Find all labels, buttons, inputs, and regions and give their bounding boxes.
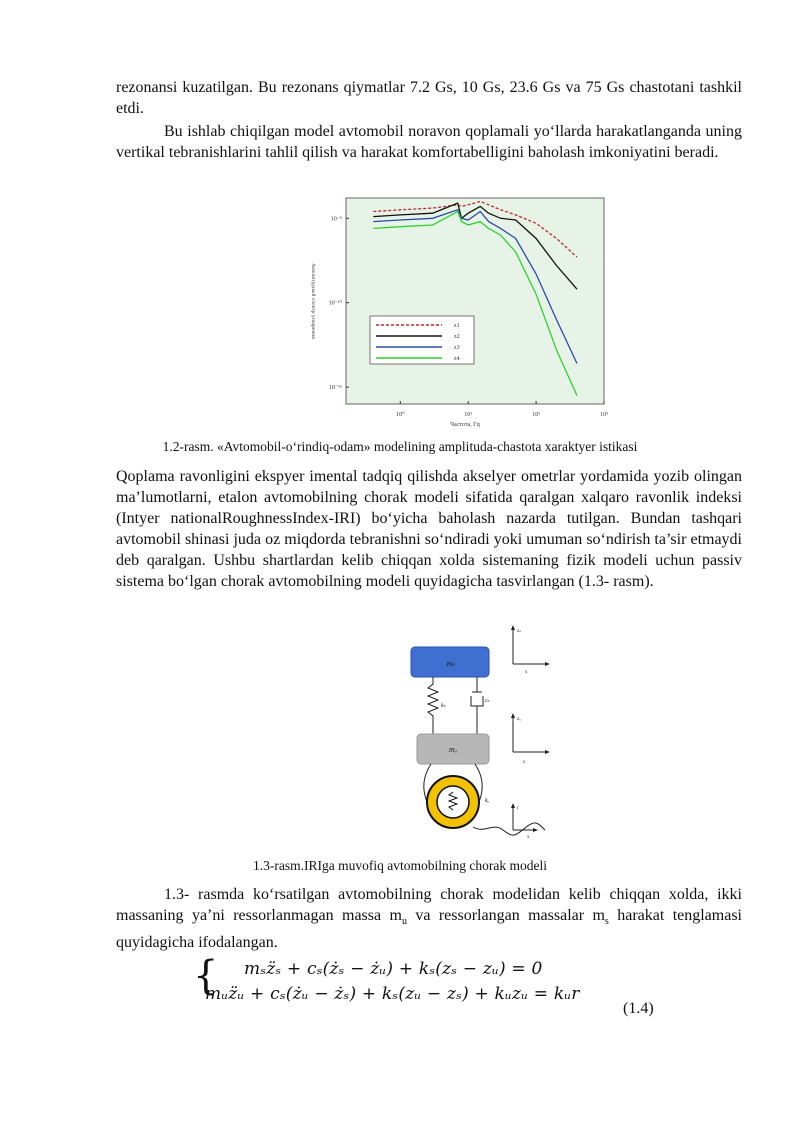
figure-1-3-caption: 1.3-rasm.IRIga muvofiq avtomobilning chorak modeli	[253, 858, 547, 873]
axis-zs-label: zₛ	[517, 629, 521, 634]
equation-line-2: mᵤz̈ᵤ + cₛ(żᵤ − żₛ) + kₛ(zᵤ − zₛ) + kᵤzᵤ = kᵤr	[205, 984, 580, 1004]
y-tick-label: 10⁻⁵	[330, 216, 342, 223]
paragraph-4-text-b: va ressorlangan massalar m	[406, 907, 605, 924]
x-tick-label: 10¹	[464, 412, 473, 418]
x-tick-label: 10²	[532, 412, 541, 418]
frequency-response-chart	[300, 192, 610, 428]
axis-x3-label: x	[527, 835, 530, 840]
subscript-u: u	[401, 916, 407, 928]
legend-label-z1: z1	[454, 323, 460, 329]
equation-line-1: mₛz̈ₛ + cₛ(żₛ − żᵤ) + kₛ(zₛ − zᵤ) = 0	[244, 959, 543, 979]
figure-1-3	[395, 622, 570, 842]
y-tick-label: 10⁻¹⁵	[328, 385, 342, 392]
y-axis-label: Амплитудный спектр ускорения	[310, 263, 316, 339]
axis-x1-label: x	[525, 670, 528, 675]
paragraph-1: rezonansi kuzatilgan. Bu rezonans qiymatlar 7.2 Gs, 10 Gs, 23.6 Gs va 75 Gs chastotani tashkil etdi.	[116, 79, 742, 117]
plot-area	[346, 198, 604, 404]
legend-label-z2: z2	[454, 334, 460, 340]
y-tick-label: 10⁻¹⁰	[328, 300, 342, 307]
paragraph-3: Qoplama ravonligini ekspyer imental tadqiq qilishda akselyer ometrlar yordamida yozib olingan ma’lumotlarni, etalon avtomobilning chorak modeli sifatida qaralgan xalqaro ravonlik indeksi (Intyer nationalRoughnessIndex-IRI) bo‘yicha baholash nazarda tutilgan. Bundan tashqari avtomobil shinasi juda oz miqdorda tebranishni so‘ndiradi yoki umuman so‘ndirish ta’sir etmaydi deb qaralgan. Ushbu shartlardan kelib chiqqan xolda sistemaning fizik modeli uchun passiv sistema bo‘lgan chorak avtomobilning modeli quyidagicha tasvirlangan (1.3- rasm).	[116, 468, 742, 590]
equation-number: (1.4)	[623, 1000, 654, 1017]
paragraph-4-text-c: harakat tenglamasi quyidagicha ifodalangan.	[116, 907, 743, 952]
spring-ks-label: kₛ	[441, 703, 446, 709]
legend-label-z3: z3	[454, 345, 460, 351]
x-tick-label: 10³	[600, 412, 608, 418]
axis-r-label: r	[517, 806, 519, 811]
tire-k-label: kᵤ	[485, 798, 490, 804]
paragraph-4-text-a: 1.3- rasmda ko‘rsatilgan avtomobilning chorak modelidan kelib chiqqan xolda, ikki massaning ya’ni ressorlanmagan massa m	[116, 886, 742, 924]
x-axis-label: Частота, Гц	[450, 422, 480, 428]
paragraph-2: Bu ishlab chiqilgan model avtomobil noravon qoplamali yo‘llarda harakatlanganda uning vertikal tebranishlarini tahlil qilish va harakat komfortabelligini baholash imkoniyatini beradi.	[116, 123, 742, 161]
quarter-car-model-diagram	[395, 622, 570, 842]
figure-1-2	[300, 192, 610, 428]
spring-ks	[428, 677, 438, 734]
paragraph-4	[116, 884, 742, 953]
legend-label-z4: z4	[454, 356, 460, 362]
x-tick-label: 10⁰	[396, 412, 405, 418]
damper-cs-label: cₛ	[485, 698, 490, 704]
axis-zu-label: zᵤ	[517, 717, 521, 722]
mass-u-label: mᵤ	[448, 745, 458, 754]
figure-1-2-caption: 1.2-rasm. «Avtomobil-o‘rindiq-odam» modelining amplituda-chastota xaraktyer istikasi	[162, 439, 638, 454]
damper-cs	[471, 696, 483, 706]
axis-x2-label: x	[523, 760, 526, 765]
subscript-s: s	[604, 916, 609, 928]
equation-brace: {	[193, 953, 219, 999]
mass-s-label: mₛ	[446, 659, 456, 668]
